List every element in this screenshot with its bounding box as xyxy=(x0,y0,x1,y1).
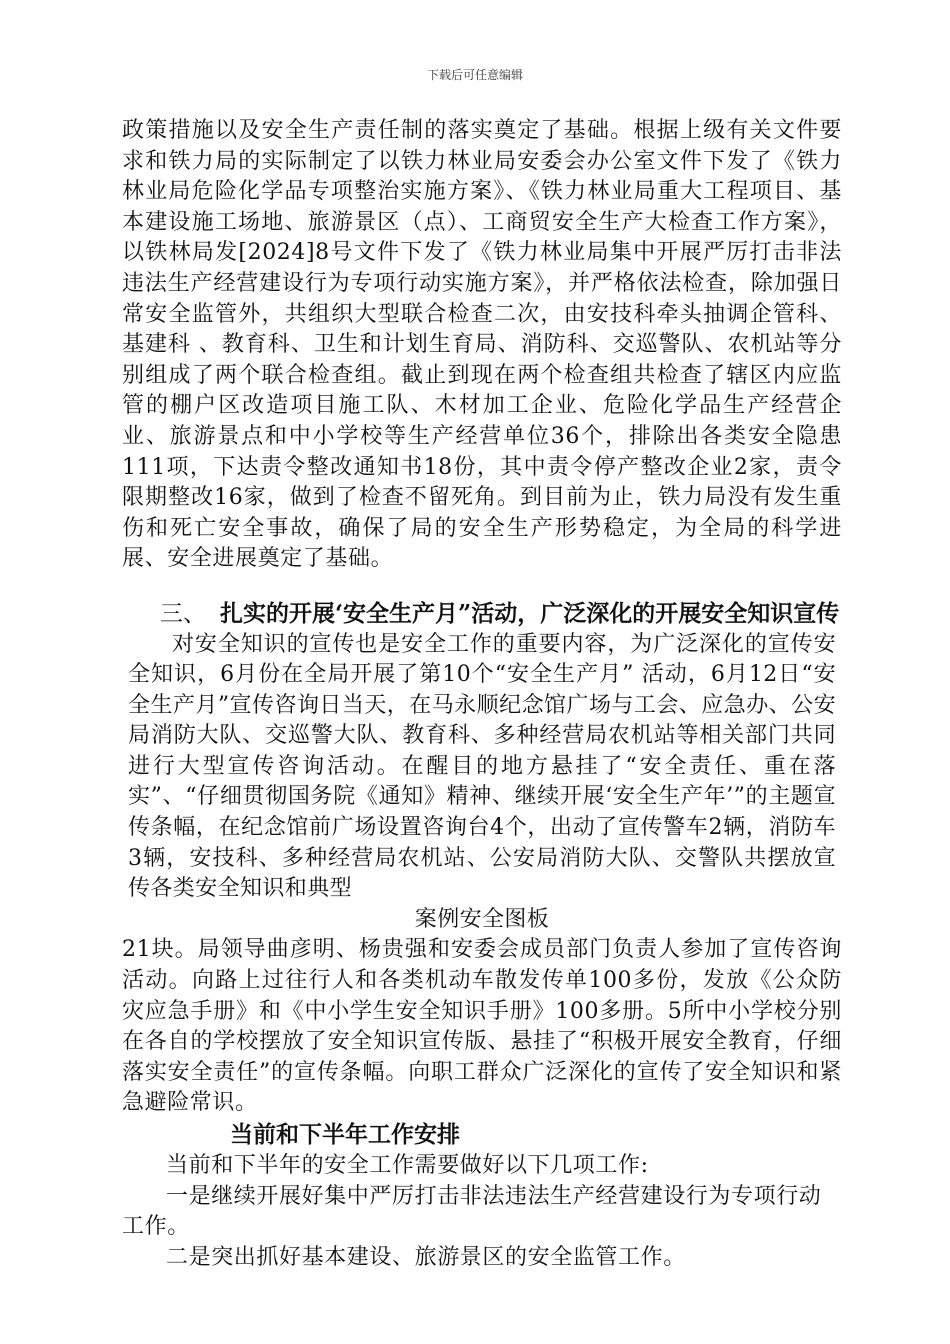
document-body xyxy=(122,116,842,1273)
body-paragraph: 21块。局领导曲彦明、杨贵强和安委会成员部门负责人参加了宣传咨询活动。向路上过往行人和各类机动车散发传单100多份，发放《公众防灾应急手册》和《中小学生安全知识手册》100多册。5所中小学校分别在各自的学校摆放了安全知识宣传版、悬挂了“积极开展安全教育，仔细落实安全责任”的宣传条幅。向职工群众广泛深化的宣传了安全知识和紧急避险常识。 xyxy=(122,937,842,1116)
section-number: 三、 xyxy=(160,600,206,627)
plan-intro: 当前和下半年的安全工作需要做好以下几项工作: xyxy=(166,1153,649,1178)
plan-item: 二是突出抓好基本建设、旅游景区的安全监管工作。 xyxy=(166,1244,686,1270)
plan-item: 一是继续开展好集中严厉打击非法违法生产经营建设行为专项行动工作。 xyxy=(122,1183,822,1240)
body-paragraph: 政策措施以及安全生产责任制的落实奠定了基础。根据上级有关文件要求和铁力局的实际制定了以铁力林业局安委会办公室文件下发了《铁力林业局危险化学品专项整治实施方案》、《铁力林业局重大工程项目、基本建设施工场地、旅游景区（点）、工商贸安全生产大检查工作方案》，以铁林局发[2024]8号文件下发了《铁力林业局集中开展严厉打击非法违法生产经营建设行为专项行动实施方案》，并严格依法检查，除加强日常安全监管外，共组织大型联合检查二次，由安技科牵头抽调企管科、基建科 、教育科、卫生和计划生育局、消防科、交巡警队、农机站等分别组成了两个联合检查组。截止到现在两个检查组共检查了辖区内应监管的棚户区改造项目施工队、木材加工企业、危险化学品生产经营企业、旅游景点和中小学校等生产经营单位36个，排除出各类安全隐患111项，下达责令整改通知书18份，其中责令停产整改企业2家，责令限期整改16家，做到了检查不留死角。到目前为止，铁力局没有发生重伤和死亡安全事故，确保了局的安全生产形势稳定，为全局的科学进展、安全进展奠定了基础。 xyxy=(122,118,842,572)
section-title: 扎实的开展‘安全生产月”活动，广泛深化的开展安全知识宣传 xyxy=(220,599,840,627)
section-heading xyxy=(122,599,842,630)
body-paragraph: 对安全知识的宣传也是安全工作的重要内容，为广泛深化的宣传安全知识，6月份在全局开展了第10个“安全生产月” 活动，6月12日“安全生产月”宣传咨询日当天，在马永顺纪念馆广场与工会、应急办、公安局消防大队、交巡警大队、教育科、多种经营局农机站等相关部门共同进行大型宣传咨询活动。在醒目的地方悬挂了“安全责任、重在落实”、“仔细贯彻国务院《通知》精神、继续开展‘安全生产年’”的主题宣传条幅，在纪念馆前广场设置咨询台4个，出动了宣传警车2辆，消防车3辆，安技科、多种经营局农机站、公安局消防大队、交警队共摆放宣传各类安全知识和典型 xyxy=(128,631,836,902)
plan-heading: 当前和下半年工作安排 xyxy=(230,1121,460,1148)
page-header-note: 下载后可任意编辑 xyxy=(426,68,523,82)
body-line: 案例安全图板 xyxy=(414,906,550,932)
